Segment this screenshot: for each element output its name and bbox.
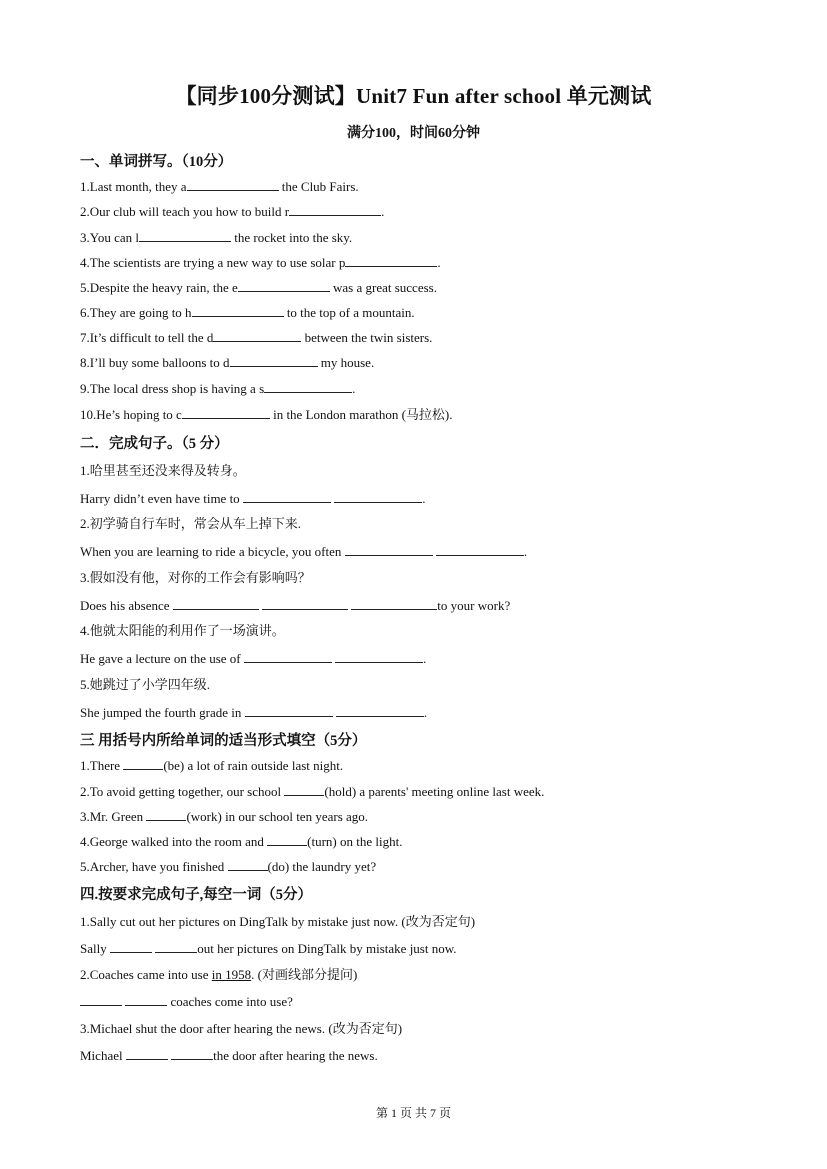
s4-question-2 xyxy=(80,993,293,1011)
question-text: . xyxy=(352,381,356,396)
s1-question-3 xyxy=(80,229,352,247)
question-text: out her pictures on DingTalk by mistake just now. xyxy=(197,941,457,956)
answer-blank[interactable] xyxy=(182,406,270,419)
s1-question-1 xyxy=(80,178,359,196)
s2-question-3-chinese: 3.假如没有他，对你的工作会有影响吗？ xyxy=(80,570,311,585)
question-text: 5.Despite the heavy rain, the e xyxy=(80,280,238,295)
s2-question-3 xyxy=(80,597,510,615)
question-text: to your work? xyxy=(437,598,511,613)
question-text: between the twin sisters. xyxy=(304,330,433,345)
question-text: 2.Coaches came into use xyxy=(80,967,209,982)
s3-question-3 xyxy=(80,808,368,826)
question-text: 8.I’ll buy some balloons to d xyxy=(80,355,230,370)
answer-blank[interactable] xyxy=(123,757,163,770)
page-title: 【同步100分测试】Unit7 Fun after school 单元测试 xyxy=(175,84,652,108)
answer-blank[interactable] xyxy=(345,254,437,267)
section-heading-1: 一、单词拼写。（10分） xyxy=(80,154,233,170)
s2-question-1 xyxy=(80,490,425,508)
answer-blank[interactable] xyxy=(267,833,307,846)
s1-question-9 xyxy=(80,380,355,398)
question-text: Harry didn’t even have time to xyxy=(80,491,240,506)
page-footer: 第 1 页 共 7 页 xyxy=(375,1106,451,1120)
question-text: in the London marathon (马拉松). xyxy=(273,407,453,422)
s2-question-2-chinese: 2.初学骑自行车时，常会从车上掉下来. xyxy=(80,516,302,531)
answer-blank[interactable] xyxy=(187,178,279,191)
question-text: She jumped the fourth grade in xyxy=(80,705,242,720)
question-text: coaches come into use? xyxy=(170,994,293,1009)
question-text: 7.It’s difficult to tell the d xyxy=(80,330,214,345)
s2-question-4 xyxy=(80,650,426,668)
s3-question-2 xyxy=(80,783,544,801)
s2-question-1-chinese: 1.哈里甚至还没来得及转身。 xyxy=(80,463,246,478)
answer-blank[interactable] xyxy=(238,279,330,292)
s4-question-3 xyxy=(80,1047,378,1065)
question-text: (work) in our school ten years ago. xyxy=(186,809,369,824)
s2-question-5-chinese: 5.她跳过了小学四年级. xyxy=(80,677,211,692)
answer-blank[interactable] xyxy=(228,858,268,871)
question-text: was a great success. xyxy=(333,280,437,295)
s3-question-1 xyxy=(80,757,343,775)
answer-blank[interactable] xyxy=(139,229,231,242)
question-text: 1.Last month, they a xyxy=(80,179,187,194)
question-text: Does his absence xyxy=(80,598,170,613)
answer-blank[interactable] xyxy=(80,993,122,1006)
answer-blank[interactable] xyxy=(213,329,301,342)
answer-blank[interactable] xyxy=(336,704,424,717)
answer-blank[interactable] xyxy=(146,808,186,821)
question-text: He gave a lecture on the use of xyxy=(80,651,241,666)
answer-blank[interactable] xyxy=(173,597,259,610)
underlined-phrase: in 1958 xyxy=(211,967,252,982)
s1-question-5 xyxy=(80,279,437,297)
question-text: 10.He’s hoping to c xyxy=(80,407,182,422)
question-text: 1.There xyxy=(80,758,121,773)
section-heading-3: 三 用括号内所给单词的适当形式填空（5分） xyxy=(80,733,367,749)
s1-question-6 xyxy=(80,304,415,322)
answer-blank[interactable] xyxy=(244,650,332,663)
answer-blank[interactable] xyxy=(126,1047,168,1060)
answer-blank[interactable] xyxy=(125,993,167,1006)
answer-blank[interactable] xyxy=(351,597,437,610)
question-text: 6.They are going to h xyxy=(80,305,192,320)
question-text: . xyxy=(423,705,428,720)
question-text: Michael xyxy=(80,1048,123,1063)
question-text: Sally xyxy=(80,941,107,956)
s3-question-5 xyxy=(80,858,376,876)
question-text: (be) a lot of rain outside last night. xyxy=(163,758,344,773)
page-subtitle: 满分100，时间60分钟 xyxy=(347,126,480,141)
answer-blank[interactable] xyxy=(262,597,348,610)
question-text: . xyxy=(381,204,385,219)
question-text: 4.The scientists are trying a new way to use solar p xyxy=(80,255,346,270)
question-text: (do) the laundry yet? xyxy=(267,859,377,874)
question-text: 3.Mr. Green xyxy=(80,809,144,824)
s4-question-3-prompt: 3.Michael shut the door after hearing the news. (改为否定句) xyxy=(80,1021,403,1036)
answer-blank[interactable] xyxy=(243,490,331,503)
s4-question-1-prompt: 1.Sally cut out her pictures on DingTalk by mistake just now. (改为否定句) xyxy=(80,914,476,929)
question-text: (turn) on the light. xyxy=(307,834,403,849)
question-text: to the top of a mountain. xyxy=(286,305,415,320)
section-heading-4: 四.按要求完成句子,每空一词（5分） xyxy=(80,887,312,903)
question-text: the Club Fairs. xyxy=(281,179,359,194)
s2-question-5 xyxy=(80,704,427,722)
answer-blank[interactable] xyxy=(289,203,381,216)
question-text: the rocket into the sky. xyxy=(234,230,353,245)
answer-blank[interactable] xyxy=(155,940,197,953)
s3-question-4 xyxy=(80,833,402,851)
answer-blank[interactable] xyxy=(245,704,333,717)
question-text: . xyxy=(423,651,427,666)
question-text: . xyxy=(523,544,528,559)
s1-question-2 xyxy=(80,203,384,221)
question-text: my house. xyxy=(320,355,375,370)
question-text: 4.George walked into the room and xyxy=(80,834,264,849)
question-text: . (对画线部分提问) xyxy=(251,967,358,982)
answer-blank[interactable] xyxy=(171,1047,213,1060)
question-text: 9.The local dress shop is having a s xyxy=(80,381,265,396)
answer-blank[interactable] xyxy=(345,543,433,556)
s1-question-10 xyxy=(80,406,453,424)
question-text: the door after hearing the news. xyxy=(213,1048,378,1063)
question-text: . xyxy=(437,255,441,270)
question-text: 3.You can l xyxy=(80,230,139,245)
s4-question-1 xyxy=(80,940,457,958)
answer-blank[interactable] xyxy=(264,380,352,393)
answer-blank[interactable] xyxy=(230,354,318,367)
question-text: . xyxy=(422,491,426,506)
answer-blank[interactable] xyxy=(335,650,423,663)
question-text: 5.Archer, have you finished xyxy=(80,859,225,874)
question-text: 2.To avoid getting together, our school xyxy=(80,784,282,799)
s1-question-7 xyxy=(80,329,432,347)
answer-blank[interactable] xyxy=(436,543,524,556)
answer-blank[interactable] xyxy=(110,940,152,953)
question-text: 2.Our club will teach you how to build r xyxy=(80,204,290,219)
question-text: When you are learning to ride a bicycle, you often xyxy=(80,544,342,559)
s1-question-4 xyxy=(80,254,441,272)
question-text: (hold) a parents' meeting online last week. xyxy=(324,784,545,799)
s1-question-8 xyxy=(80,354,374,372)
s2-question-2 xyxy=(80,543,527,561)
s2-question-4-chinese: 4.他就太阳能的利用作了一场演讲。 xyxy=(80,623,285,638)
section-heading-2: 二．完成句子。（5 分） xyxy=(80,436,229,452)
answer-blank[interactable] xyxy=(334,490,422,503)
answer-blank[interactable] xyxy=(284,783,324,796)
answer-blank[interactable] xyxy=(192,304,284,317)
s4-question-2-prompt xyxy=(80,966,357,984)
